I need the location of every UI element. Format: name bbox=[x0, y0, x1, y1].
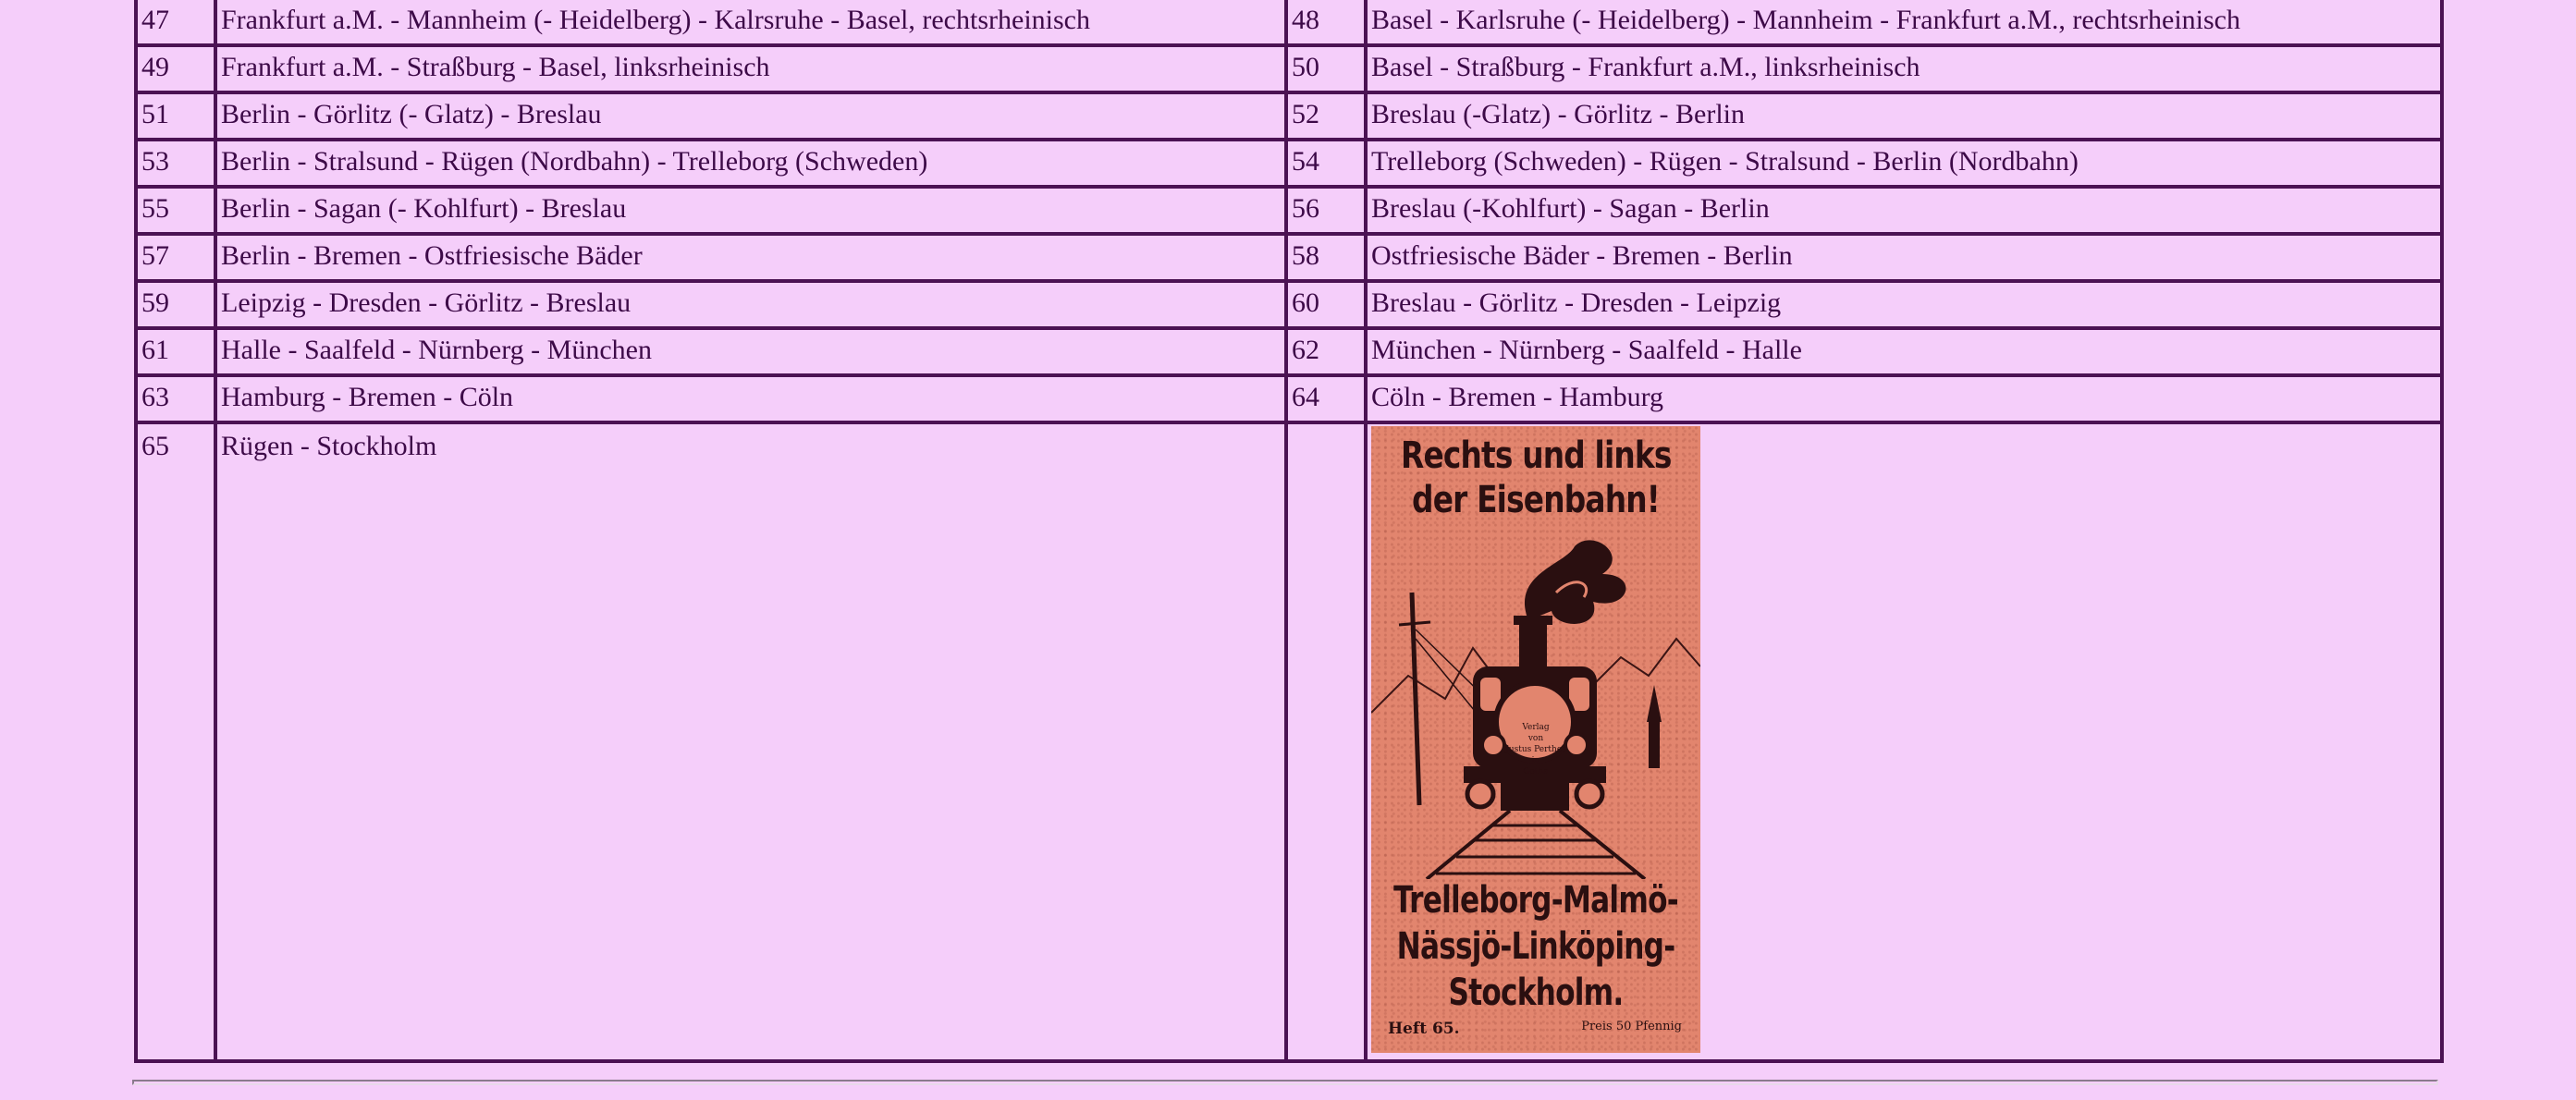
route-number: 49 bbox=[136, 45, 215, 92]
cover-cell bbox=[1366, 422, 2442, 1061]
route-name: Basel - Karlsruhe (- Heidelberg) - Mannheim - Frankfurt a.M., rechtsrheinisch bbox=[1366, 0, 2442, 45]
booklet-cover-image bbox=[1371, 426, 1700, 1053]
route-name: Breslau - Görlitz - Dresden - Leipzig bbox=[1366, 281, 2442, 328]
cover-title-line: der Eisenbahn! bbox=[1412, 479, 1660, 521]
route-name: Hamburg - Bremen - Cöln bbox=[215, 375, 1286, 422]
publisher-line: Verlag bbox=[1522, 723, 1550, 732]
table-row bbox=[136, 187, 2442, 234]
route-number-empty bbox=[1286, 422, 1366, 1061]
route-number: 51 bbox=[136, 92, 215, 140]
table-row bbox=[136, 375, 2442, 422]
destination-line: Nässjö-Linköping- bbox=[1396, 925, 1675, 968]
destination-line: Stockholm. bbox=[1448, 972, 1624, 1014]
route-number: 64 bbox=[1286, 375, 1366, 422]
publisher-line: Gotha bbox=[1523, 767, 1549, 776]
route-table-body bbox=[136, 0, 2442, 1061]
cover-issue-number: Heft 65. bbox=[1388, 1020, 1460, 1038]
table-row bbox=[136, 45, 2442, 92]
route-name: Breslau (-Glatz) - Görlitz - Berlin bbox=[1366, 92, 2442, 140]
horizontal-rule bbox=[132, 1080, 2438, 1085]
cover-title-line: Rechts und links bbox=[1401, 434, 1672, 477]
route-number: 57 bbox=[136, 234, 215, 281]
publisher-line: Justus Perthes bbox=[1505, 745, 1566, 754]
publisher-line: in bbox=[1531, 756, 1540, 765]
route-name: Basel - Straßburg - Frankfurt a.M., linksrheinisch bbox=[1366, 45, 2442, 92]
route-name: Trelleborg (Schweden) - Rügen - Stralsund - Berlin (Nordbahn) bbox=[1366, 140, 2442, 187]
publisher-line: von bbox=[1527, 734, 1544, 743]
route-number: 53 bbox=[136, 140, 215, 187]
route-number: 63 bbox=[136, 375, 215, 422]
route-name: Leipzig - Dresden - Görlitz - Breslau bbox=[215, 281, 1286, 328]
route-number: 52 bbox=[1286, 92, 1366, 140]
route-number: 55 bbox=[136, 187, 215, 234]
route-number: 58 bbox=[1286, 234, 1366, 281]
route-name: Berlin - Stralsund - Rügen (Nordbahn) - Trelleborg (Schweden) bbox=[215, 140, 1286, 187]
route-number: 59 bbox=[136, 281, 215, 328]
route-number: 54 bbox=[1286, 140, 1366, 187]
cover-price: Preis 50 Pfennig bbox=[1581, 1020, 1682, 1033]
route-name: Frankfurt a.M. - Straßburg - Basel, linksrheinisch bbox=[215, 45, 1286, 92]
cover-destinations bbox=[1386, 877, 1686, 1016]
route-number: 65 bbox=[136, 422, 215, 1061]
route-name: Ostfriesische Bäder - Bremen - Berlin bbox=[1366, 234, 2442, 281]
route-number: 50 bbox=[1286, 45, 1366, 92]
table-row bbox=[136, 328, 2442, 375]
locomotive-illustration bbox=[1371, 537, 1700, 879]
route-table bbox=[134, 0, 2444, 1063]
route-number: 56 bbox=[1286, 187, 1366, 234]
table-row-last bbox=[136, 422, 2442, 1061]
route-name: Berlin - Görlitz (- Glatz) - Breslau bbox=[215, 92, 1286, 140]
route-name: Frankfurt a.M. - Mannheim (- Heidelberg) - Kalrsruhe - Basel, rechtsrheinisch bbox=[215, 0, 1286, 45]
destination-line: Trelleborg-Malmö- bbox=[1393, 879, 1678, 922]
route-number: 60 bbox=[1286, 281, 1366, 328]
table-row bbox=[136, 234, 2442, 281]
route-table-container bbox=[134, 0, 2440, 1063]
route-number: 62 bbox=[1286, 328, 1366, 375]
cover-title bbox=[1401, 434, 1671, 522]
table-row bbox=[136, 140, 2442, 187]
route-number: 47 bbox=[136, 0, 215, 45]
route-number: 61 bbox=[136, 328, 215, 375]
table-row bbox=[136, 0, 2442, 45]
route-name: Cöln - Bremen - Hamburg bbox=[1366, 375, 2442, 422]
route-name: Berlin - Bremen - Ostfriesische Bäder bbox=[215, 234, 1286, 281]
table-row bbox=[136, 281, 2442, 328]
table-row bbox=[136, 92, 2442, 140]
route-name: Halle - Saalfeld - Nürnberg - München bbox=[215, 328, 1286, 375]
route-name: München - Nürnberg - Saalfeld - Halle bbox=[1366, 328, 2442, 375]
route-name: Berlin - Sagan (- Kohlfurt) - Breslau bbox=[215, 187, 1286, 234]
cover-publisher bbox=[1501, 722, 1571, 777]
route-name: Rügen - Stockholm bbox=[215, 422, 1286, 1061]
route-name: Breslau (-Kohlfurt) - Sagan - Berlin bbox=[1366, 187, 2442, 234]
route-number: 48 bbox=[1286, 0, 1366, 45]
